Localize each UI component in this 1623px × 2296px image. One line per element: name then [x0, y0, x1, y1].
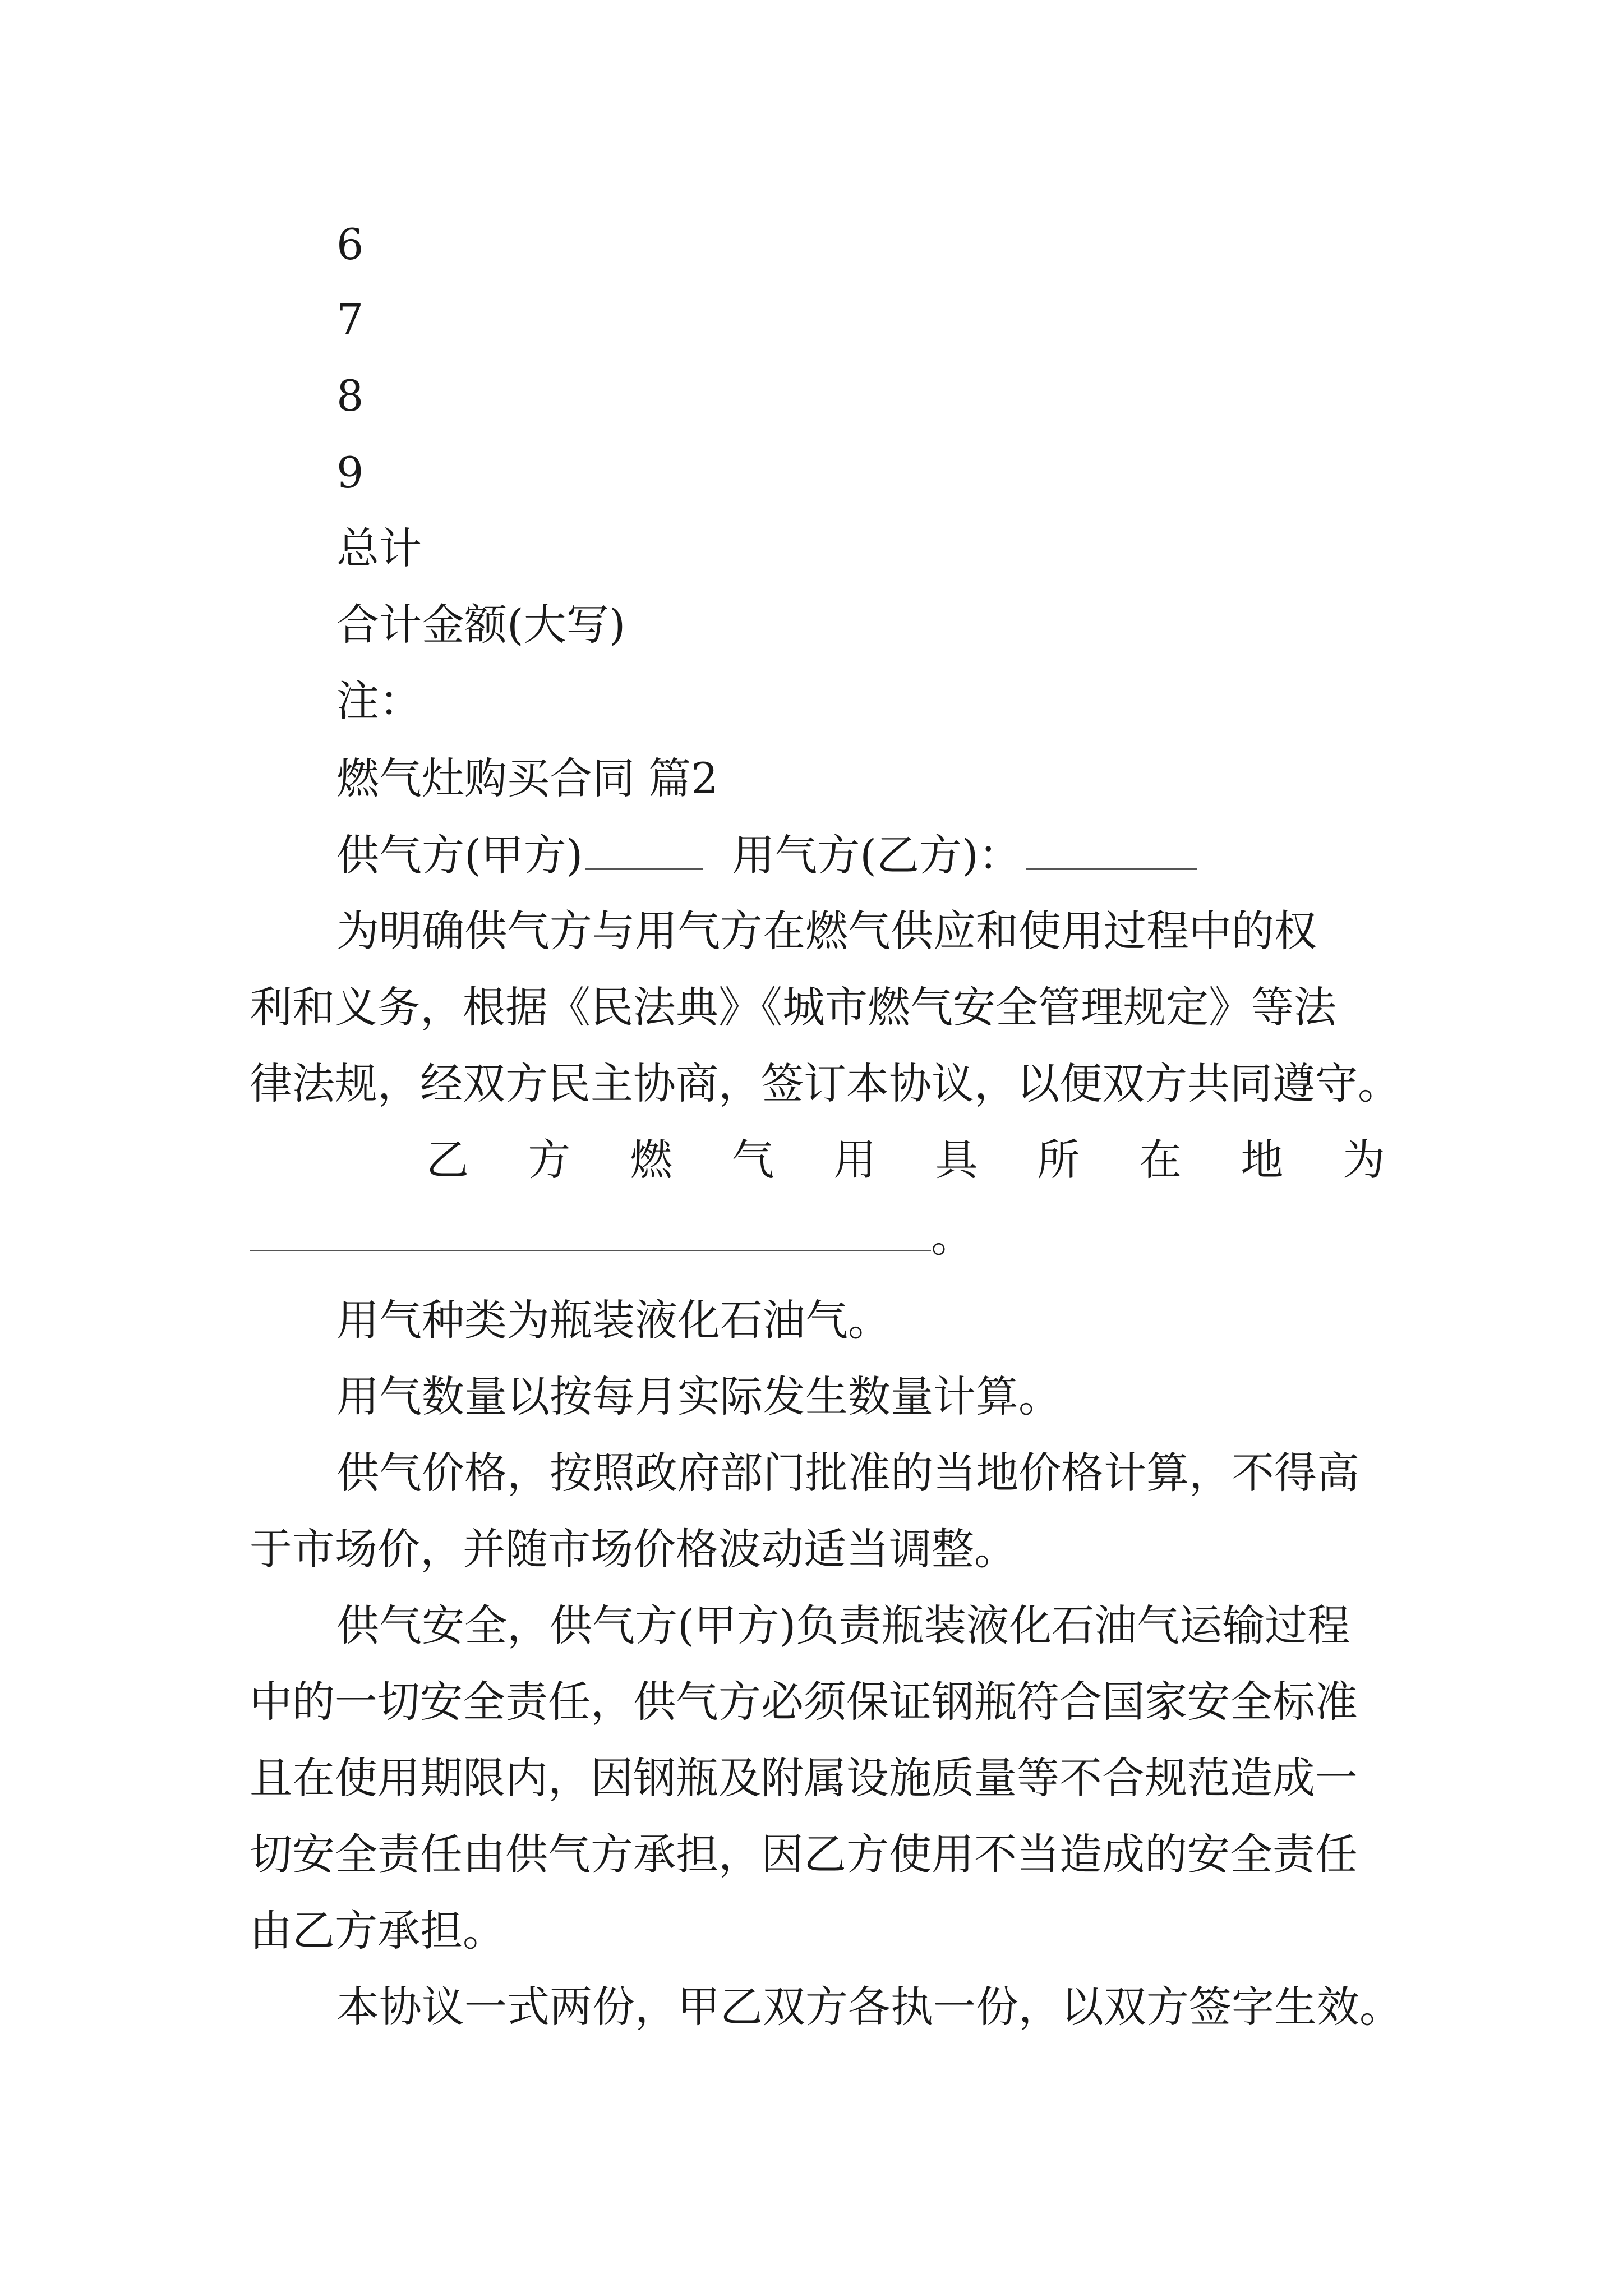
supplier-blank	[585, 834, 703, 870]
paragraph-purpose: 利和义务，根据《民法典》《城市燃气安全管理规定》等法	[250, 982, 1336, 1032]
parties-line	[336, 830, 1197, 880]
location-char: 燃	[630, 1135, 673, 1185]
total-label: 总计	[336, 523, 422, 573]
location-char: 方	[528, 1135, 571, 1185]
item-number: 7	[336, 295, 364, 344]
user-label: 用气方(乙方)：	[732, 830, 1021, 880]
total-amount-capital-label: 合计金额(大写)	[336, 600, 626, 650]
location-line	[426, 1135, 1385, 1185]
section-title: 燃气灶购买合同 篇2	[336, 753, 718, 803]
user-blank	[1026, 834, 1197, 870]
paragraph-safety: 供气安全，供气方(甲方)负责瓶装液化石油气运输过程	[336, 1600, 1350, 1650]
paragraph-safety: 中的一切安全责任，供气方必须保证钢瓶符合国家安全标准	[250, 1677, 1358, 1727]
item-number: 9	[336, 448, 364, 498]
paragraph-copies: 本协议一式两份，甲乙双方各执一份，以双方签字生效。	[336, 1982, 1402, 2032]
location-char: 地	[1241, 1135, 1284, 1185]
location-char: 所	[1037, 1135, 1080, 1185]
supplier-label: 供气方(甲方)	[336, 830, 583, 880]
paragraph-price: 于市场价，并随市场价格波动适当调整。	[250, 1524, 1017, 1574]
paragraph-safety: 且在使用期限内，因钢瓶及附属设施质量等不合规范造成一	[250, 1753, 1358, 1803]
paragraph-purpose: 律法规，经双方民主协商，签订本协议，以便双方共同遵守。	[250, 1059, 1400, 1108]
location-char: 气	[731, 1135, 774, 1185]
location-end: 。	[931, 1212, 974, 1262]
item-number: 8	[336, 371, 364, 421]
location-char: 用	[833, 1135, 877, 1185]
location-char: 为	[1342, 1135, 1385, 1185]
location-char: 具	[935, 1135, 978, 1185]
paragraph-safety: 切安全责任由供气方承担，因乙方使用不当造成的安全责任	[250, 1829, 1358, 1879]
location-char: 在	[1138, 1135, 1182, 1185]
location-char: 乙	[426, 1135, 469, 1185]
paragraph-gas-quantity: 用气数量以按每月实际发生数量计算。	[336, 1372, 1061, 1421]
item-number: 6	[336, 219, 364, 269]
location-blank-line	[250, 1212, 974, 1262]
paragraph-safety: 由乙方承担。	[250, 1906, 505, 1955]
paragraph-purpose: 为明确供气方与用气方在燃气供应和使用过程中的权	[336, 906, 1317, 956]
paragraph-price: 供气价格，按照政府部门批准的当地价格计算，不得高	[336, 1448, 1359, 1498]
location-blank	[250, 1215, 931, 1251]
paragraph-gas-type: 用气种类为瓶装液化石油气。	[336, 1295, 891, 1345]
note-label: 注：	[336, 676, 422, 726]
